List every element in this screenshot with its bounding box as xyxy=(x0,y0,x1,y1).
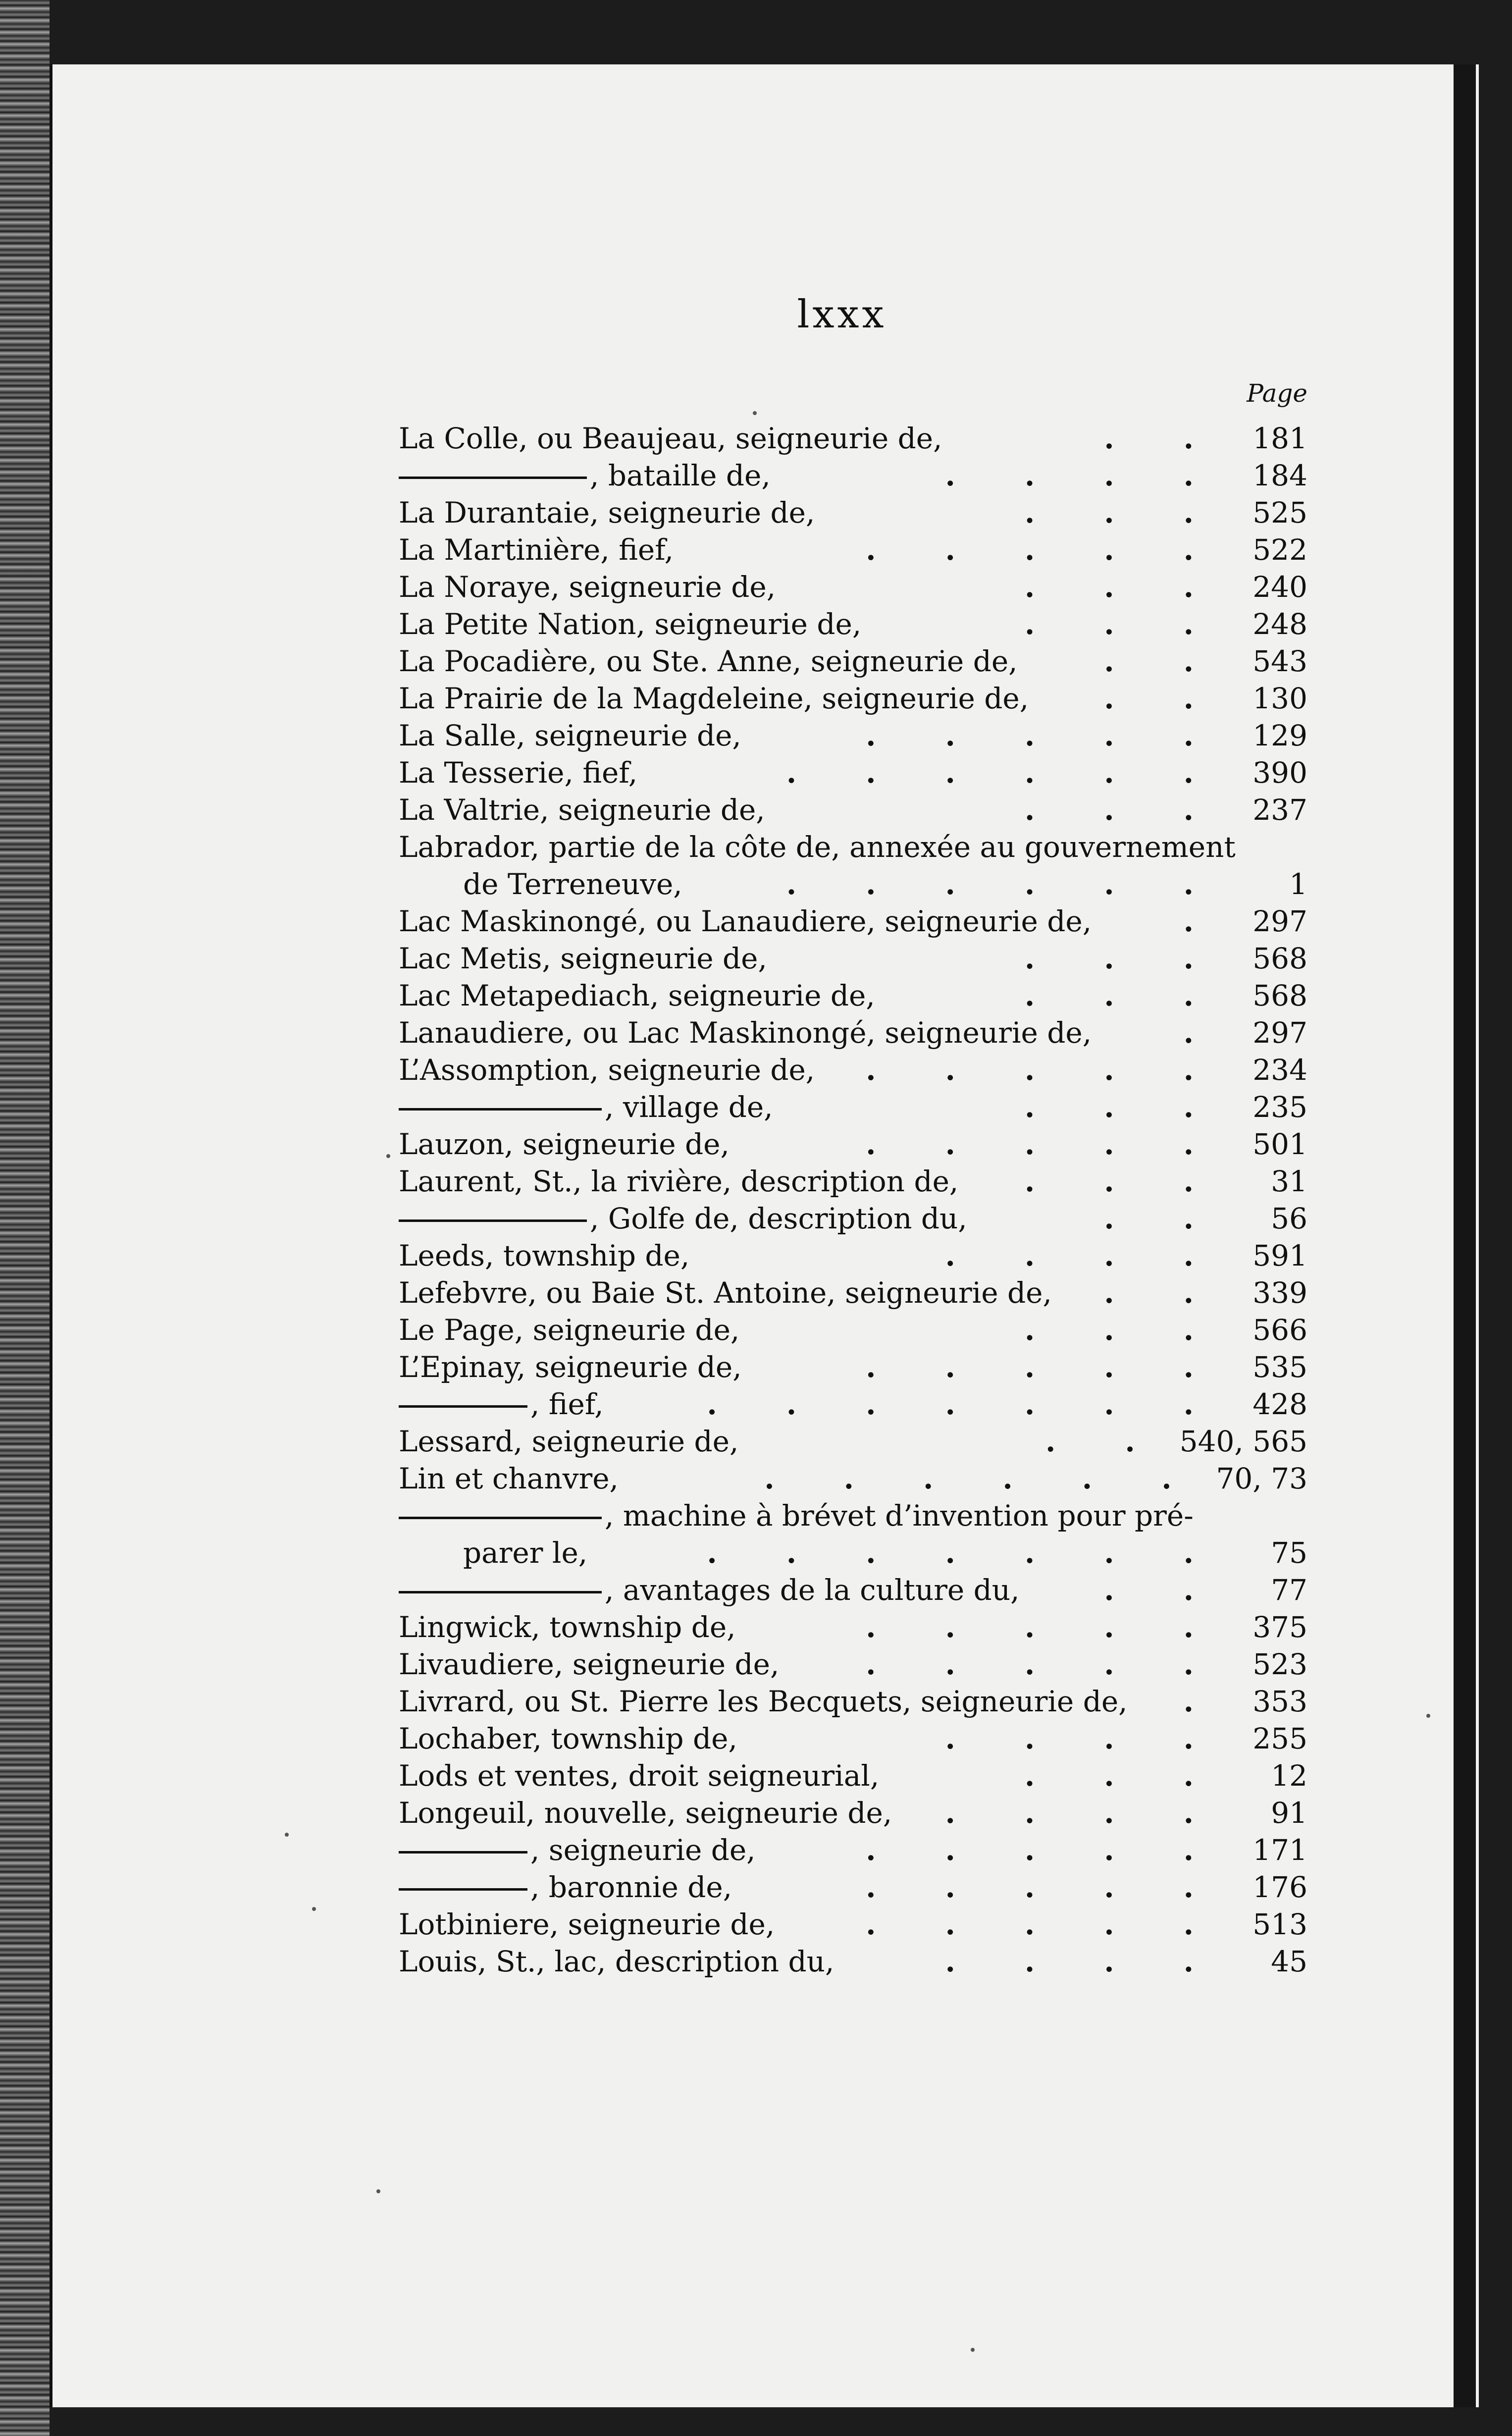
entry-page-number: 513 xyxy=(1252,1907,1307,1941)
entry-text: La Prairie de la Magdeleine, seigneurie de, xyxy=(399,682,1029,715)
index-entry xyxy=(399,457,1307,494)
entry-text: La Colle, ou Beaujeau, seigneurie de, xyxy=(399,422,942,455)
entry-page-number: 501 xyxy=(1252,1127,1307,1161)
leader-dots: . . xyxy=(1104,422,1223,455)
entry-text: Livrard, ou St. Pierre les Becquets, seigneurie de, xyxy=(399,1685,1128,1718)
index-entry xyxy=(399,754,1307,792)
index-entry xyxy=(399,643,1307,680)
entry-page-number: 234 xyxy=(1252,1053,1307,1087)
entry-text: Leeds, township de, xyxy=(399,1239,690,1272)
index-entry xyxy=(399,1646,1307,1683)
entry-text: Lods et ventes, droit seigneurial, xyxy=(399,1759,880,1793)
entry-text: Lac Maskinongé, ou Lanaudiere, seigneurie de, xyxy=(399,904,1092,938)
entry-text: L’Assomption, seigneurie de, xyxy=(399,1053,815,1087)
entry-page-number: 525 xyxy=(1252,496,1307,530)
entry-page-number: 77 xyxy=(1271,1573,1307,1607)
leader-dots: . . . . xyxy=(945,1239,1223,1272)
entry-page-number: 181 xyxy=(1252,422,1307,455)
leader-dots: . . . . . . . xyxy=(707,1387,1223,1421)
index-entry xyxy=(399,1237,1307,1274)
leader-dots: . . . xyxy=(1025,1759,1223,1793)
entry-text: , Golfe de, description du, xyxy=(399,1200,967,1237)
index-entry xyxy=(399,606,1307,643)
leader-dots: . . . xyxy=(1025,793,1223,827)
entry-page-number: 248 xyxy=(1252,607,1307,641)
leader-dots: . . . xyxy=(1025,979,1223,1012)
leader-dots: . . . . xyxy=(945,1722,1223,1755)
index-entry xyxy=(399,1089,1307,1126)
leader-dots: . xyxy=(1183,1685,1223,1718)
index-entry xyxy=(399,1609,1307,1646)
index-entry xyxy=(399,903,1307,940)
entry-page-number: 12 xyxy=(1271,1759,1307,1793)
entry-text: La Salle, seigneurie de, xyxy=(399,719,741,752)
entry-page-number: 171 xyxy=(1252,1833,1307,1867)
leader-dots: . . . . . xyxy=(866,1907,1223,1941)
leader-dots: . . . . . xyxy=(866,719,1223,752)
index-entry xyxy=(399,531,1307,569)
entry-page-number: 255 xyxy=(1252,1722,1307,1755)
entry-text: Louis, St., lac, description du, xyxy=(399,1945,834,1978)
entry-text: La Pocadière, ou Ste. Anne, seigneurie de, xyxy=(399,644,1018,678)
entry-text: La Durantaie, seigneurie de, xyxy=(399,496,815,530)
entry-page-number: 75 xyxy=(1271,1536,1307,1570)
entry-page-number: 540, 565 xyxy=(1179,1425,1307,1458)
entry-page-number: 339 xyxy=(1252,1276,1307,1310)
index-entry xyxy=(399,940,1307,977)
entry-text: , village de, xyxy=(399,1089,773,1126)
entry-text: Laurent, St., la rivière, description de, xyxy=(399,1165,959,1198)
entry-text: , baronnie de, xyxy=(399,1869,732,1906)
index-entry xyxy=(399,1349,1307,1386)
leader-dots: . . . . xyxy=(945,459,1223,492)
ditto-dash xyxy=(399,1888,527,1891)
index-entry xyxy=(399,717,1307,754)
entry-page-number: 1 xyxy=(1289,867,1307,901)
entry-text: Lessard, seigneurie de, xyxy=(399,1425,739,1458)
ditto-dash xyxy=(399,1591,602,1593)
index-entry xyxy=(399,1757,1307,1795)
leader-dots: . . . . . xyxy=(866,1053,1223,1087)
leader-dots: . . xyxy=(1104,1276,1223,1310)
leader-dots: . . xyxy=(1045,1425,1165,1458)
index-entry xyxy=(399,1126,1307,1163)
entry-text: de Terreneuve, xyxy=(463,867,682,901)
leader-dots: . . xyxy=(1104,644,1223,678)
index-entry xyxy=(399,1460,1307,1497)
book-binding-edge xyxy=(0,0,50,2436)
entry-text: Lanaudiere, ou Lac Maskinongé, seigneurie de, xyxy=(399,1016,1092,1050)
leader-dots: . . . . . xyxy=(866,1833,1223,1867)
entry-text: Lac Metapediach, seigneurie de, xyxy=(399,979,875,1012)
leader-dots: . . . xyxy=(1025,1313,1223,1347)
index-entry xyxy=(399,1163,1307,1200)
ditto-dash xyxy=(399,1851,527,1853)
entry-text: La Martinière, fief, xyxy=(399,533,674,567)
ditto-dash xyxy=(399,1517,602,1519)
entry-text: , machine à brévet d’invention pour pré- xyxy=(399,1497,1194,1535)
index-entry xyxy=(399,1423,1307,1460)
leader-dots: . xyxy=(1183,1016,1223,1050)
index-entry xyxy=(399,866,1307,903)
leader-dots: . . . xyxy=(1025,496,1223,530)
entry-page-number: 56 xyxy=(1271,1202,1307,1235)
entry-text: La Petite Nation, seigneurie de, xyxy=(399,607,862,641)
index-entry xyxy=(399,792,1307,829)
index-entry xyxy=(399,1906,1307,1943)
entry-text: Labrador, partie de la côte de, annexée au gouvernement xyxy=(399,830,1236,864)
entry-text: , seigneurie de, xyxy=(399,1832,756,1869)
index-entry xyxy=(399,977,1307,1014)
entry-page-number: 535 xyxy=(1252,1350,1307,1384)
leader-dots: . . . . . xyxy=(866,533,1223,567)
leader-dots: . . . . . . xyxy=(786,867,1223,901)
leader-dots: . . . xyxy=(1025,1090,1223,1124)
ditto-dash xyxy=(399,477,587,479)
entry-page-number: 523 xyxy=(1252,1647,1307,1681)
entry-page-number: 176 xyxy=(1252,1870,1307,1904)
index-entry xyxy=(399,829,1307,866)
index-entry xyxy=(399,494,1307,531)
entry-text: La Noraye, seigneurie de, xyxy=(399,570,776,604)
entry-text: Lefebvre, ou Baie St. Antoine, seigneurie de, xyxy=(399,1276,1052,1310)
leader-dots: . . . . . xyxy=(866,1350,1223,1384)
entry-page-number: 543 xyxy=(1252,644,1307,678)
leader-dots: . xyxy=(1183,904,1223,938)
leader-dots: . . . xyxy=(1025,570,1223,604)
index-entry xyxy=(399,1869,1307,1906)
entry-text: Lac Metis, seigneurie de, xyxy=(399,942,767,975)
ditto-dash xyxy=(399,1405,527,1408)
index-entry xyxy=(399,1572,1307,1609)
index-entry xyxy=(399,680,1307,717)
entry-text: parer le, xyxy=(463,1536,588,1570)
entry-text: La Tesserie, fief, xyxy=(399,756,638,790)
entry-page-number: 184 xyxy=(1252,459,1307,492)
entry-text: Lauzon, seigneurie de, xyxy=(399,1127,730,1161)
index-entry xyxy=(399,1795,1307,1832)
page-column-header: Page xyxy=(1247,379,1307,408)
leader-dots: . . . . xyxy=(945,1796,1223,1830)
entry-page-number: 237 xyxy=(1252,793,1307,827)
leader-dots: . . . . . xyxy=(866,1647,1223,1681)
index-entry xyxy=(399,1683,1307,1720)
index-entry xyxy=(399,1274,1307,1312)
entry-text: , bataille de, xyxy=(399,457,771,494)
leader-dots: . . xyxy=(1104,682,1223,715)
entry-page-number: 235 xyxy=(1252,1090,1307,1124)
leader-dots: . . . . . . . xyxy=(707,1536,1223,1570)
leader-dots: . . xyxy=(1104,1573,1223,1607)
entry-page-number: 45 xyxy=(1271,1945,1307,1978)
leader-dots: . . . . . . xyxy=(786,756,1223,790)
page-right-edge-shadow xyxy=(1454,64,1476,2407)
entry-page-number: 70, 73 xyxy=(1216,1462,1307,1495)
entry-text: Lingwick, township de, xyxy=(399,1610,736,1644)
entry-page-number: 428 xyxy=(1252,1387,1307,1421)
entry-page-number: 297 xyxy=(1252,1016,1307,1050)
entry-page-number: 31 xyxy=(1271,1165,1307,1198)
entry-text: La Valtrie, seigneurie de, xyxy=(399,793,765,827)
entry-text: L’Epinay, seigneurie de, xyxy=(399,1350,742,1384)
index-entry xyxy=(399,569,1307,606)
entry-page-number: 91 xyxy=(1271,1796,1307,1830)
leader-dots: . . . xyxy=(1025,607,1223,641)
entry-text: , avantages de la culture du, xyxy=(399,1572,1020,1609)
index-entry xyxy=(399,1720,1307,1757)
entry-page-number: 240 xyxy=(1252,570,1307,604)
entry-text: Lotbiniere, seigneurie de, xyxy=(399,1907,775,1941)
entry-page-number: 375 xyxy=(1252,1610,1307,1644)
leader-dots: . . xyxy=(1104,1202,1223,1235)
index-entry xyxy=(399,420,1307,457)
entry-page-number: 130 xyxy=(1252,682,1307,715)
index-list xyxy=(399,420,1307,1980)
index-entry xyxy=(399,1312,1307,1349)
index-entry xyxy=(399,1943,1307,1980)
index-entry xyxy=(399,1014,1307,1052)
entry-text: Lin et chanvre, xyxy=(399,1462,619,1495)
entry-page-number: 129 xyxy=(1252,719,1307,752)
entry-text: Longeuil, nouvelle, seigneurie de, xyxy=(399,1796,892,1830)
ditto-dash xyxy=(399,1219,587,1222)
leader-dots: . . . xyxy=(1025,1165,1223,1198)
index-entry xyxy=(399,1535,1307,1572)
index-entry xyxy=(399,1497,1307,1535)
leader-dots: . . . . . xyxy=(866,1610,1223,1644)
entry-text: , fief, xyxy=(399,1386,604,1423)
entry-text: Le Page, seigneurie de, xyxy=(399,1313,740,1347)
entry-page-number: 390 xyxy=(1252,756,1307,790)
entry-page-number: 568 xyxy=(1252,979,1307,1012)
leader-dots: . . . . xyxy=(945,1945,1223,1978)
entry-page-number: 522 xyxy=(1252,533,1307,567)
entry-text: Livaudiere, seigneurie de, xyxy=(399,1647,780,1681)
index-entry xyxy=(399,1200,1307,1237)
leader-dots: . . . . . xyxy=(866,1870,1223,1904)
leader-dots: . . . . . . xyxy=(764,1462,1201,1495)
entry-page-number: 568 xyxy=(1252,942,1307,975)
entry-page-number: 566 xyxy=(1252,1313,1307,1347)
leader-dots: . . . xyxy=(1025,942,1223,975)
entry-page-number: 591 xyxy=(1252,1239,1307,1272)
index-entry xyxy=(399,1832,1307,1869)
index-entry xyxy=(399,1386,1307,1423)
entry-page-number: 297 xyxy=(1252,904,1307,938)
entry-page-number: 353 xyxy=(1252,1685,1307,1718)
entry-text: Lochaber, township de, xyxy=(399,1722,737,1755)
page-number: lxxx xyxy=(797,292,887,337)
index-entry xyxy=(399,1052,1307,1089)
ditto-dash xyxy=(399,1108,602,1111)
leader-dots: . . . . . xyxy=(866,1127,1223,1161)
